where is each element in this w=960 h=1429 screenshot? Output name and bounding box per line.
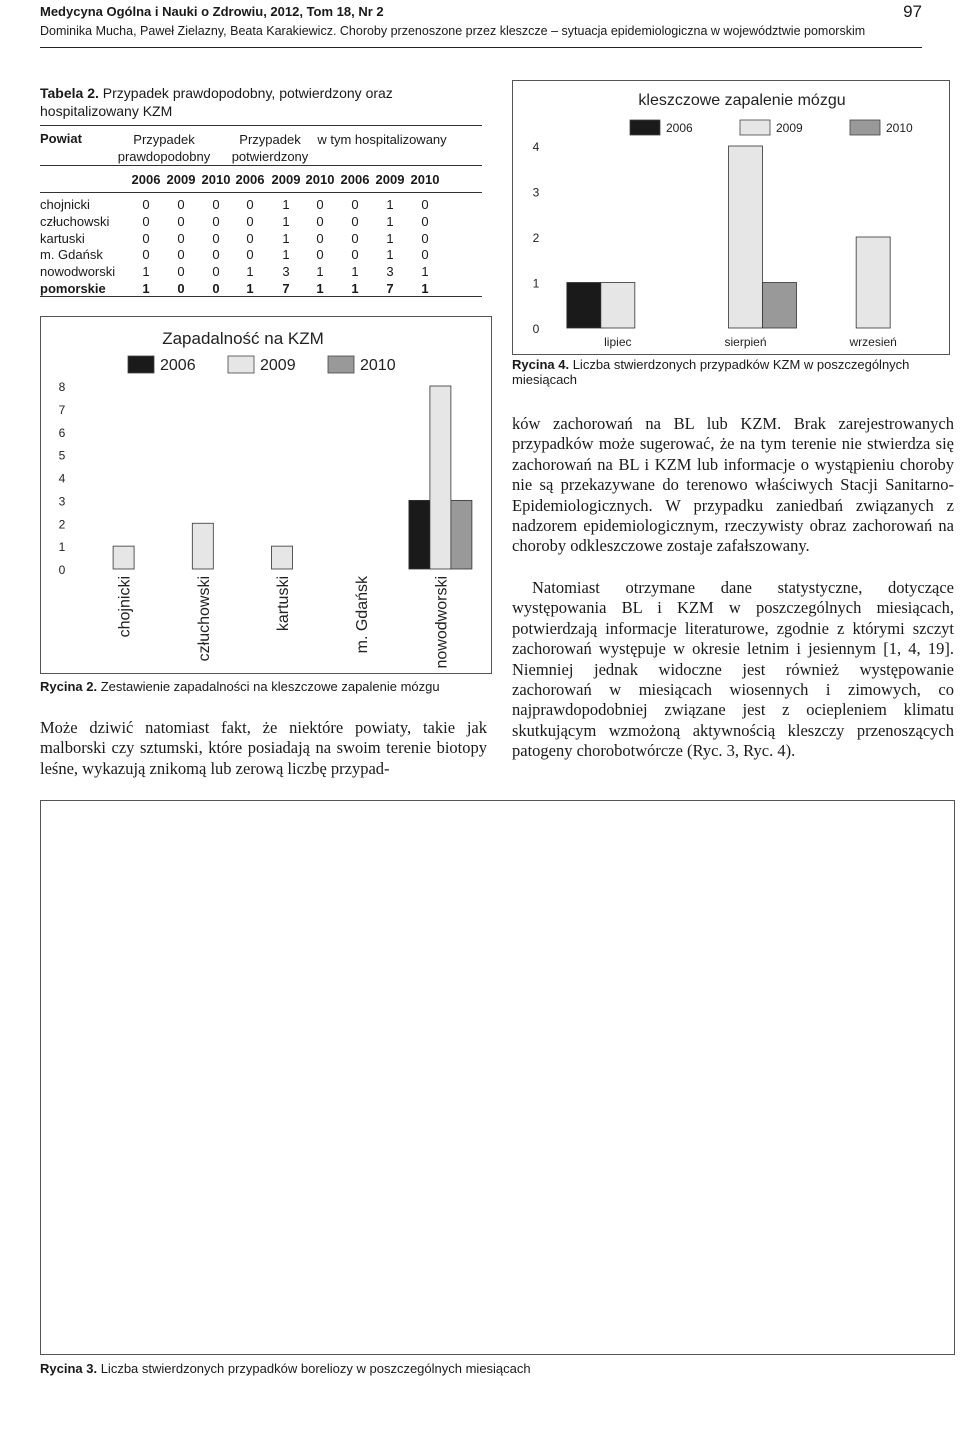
table-header-powiat: Powiat xyxy=(40,131,82,146)
table-cell: 0 xyxy=(421,213,429,229)
table-cell: 0 xyxy=(351,230,359,246)
journal-header: Medycyna Ogólna i Nauki o Zdrowiu, 2012, Tom 18, Nr 2 xyxy=(40,4,384,19)
table-row-name: m. Gdańsk xyxy=(40,247,103,263)
table-cell: 1 xyxy=(282,197,290,212)
table-header-bottom-rule xyxy=(40,192,482,193)
table-caption xyxy=(40,84,485,120)
y-tick-label: 4 xyxy=(58,471,66,486)
table-row-name: pomorskie xyxy=(40,281,106,296)
table-bottom-rule xyxy=(40,296,482,297)
legend-label-2006: 2006 xyxy=(666,121,693,135)
table-caption-text: Przypadek prawdopodobny, potwierdzony oraz hospitalizowany KZM xyxy=(40,85,393,119)
y-tick-label: 1 xyxy=(532,276,540,291)
table-cell: 1 xyxy=(282,213,290,229)
y-tick-label: 0 xyxy=(58,563,66,577)
chart-kzm-months xyxy=(512,80,950,355)
body-paragraph-left: Może dziwić natomiast fakt, że niektóre powiaty, takie jak malborski czy sztumski, które posiadają na swoim terenie biotopy leśne, wykazują znikomą lub zerową liczbę przypad- xyxy=(40,718,487,778)
legend-label-2009: 2009 xyxy=(776,121,803,135)
table-cell: 1 xyxy=(421,264,429,280)
table-cell: 0 xyxy=(316,230,324,246)
y-tick-label: 3 xyxy=(532,185,540,200)
table-cell: 1 xyxy=(386,213,394,229)
table-cell: 0 xyxy=(246,197,254,212)
table-cell: 1 xyxy=(282,247,290,263)
caption-rycina-3-text: Liczba stwierdzonych przypadków boreliozy w poszczególnych miesiącach xyxy=(97,1361,531,1376)
table-group-header: w tym hospitalizowany xyxy=(317,132,447,147)
caption-rycina-4-text: Liczba stwierdzonych przypadków KZM w poszczególnych miesiącach xyxy=(512,357,910,387)
table-cell: 0 xyxy=(177,197,185,212)
table-cell: 0 xyxy=(212,197,220,212)
caption-rycina-3 xyxy=(40,1361,740,1376)
table-cell: 1 xyxy=(142,264,150,280)
table-cell: 1 xyxy=(142,281,150,296)
table-cell: 0 xyxy=(142,230,150,246)
table-cell: 0 xyxy=(421,230,429,246)
category-label: chojnicki xyxy=(116,576,134,638)
table-year-header: 2006 xyxy=(235,172,265,187)
table-cell: 1 xyxy=(351,281,359,296)
legend-swatch-2010 xyxy=(328,356,354,373)
y-tick-label: 7 xyxy=(58,402,66,417)
table-row-name: kartuski xyxy=(40,230,85,246)
header-divider xyxy=(40,47,922,48)
legend-swatch-2009 xyxy=(228,356,254,373)
table-top-rule xyxy=(40,125,482,126)
table-cell: 1 xyxy=(351,264,359,280)
table-cell: 1 xyxy=(421,281,429,296)
table-cell: 0 xyxy=(316,197,324,212)
legend-swatch-2006 xyxy=(128,356,154,373)
table-cell: 0 xyxy=(177,213,185,229)
y-tick-label: 4 xyxy=(532,140,540,154)
y-tick-label: 0 xyxy=(532,322,540,336)
legend-label-2010: 2010 xyxy=(886,121,913,135)
table-cell: 0 xyxy=(177,264,185,280)
table-year-header: 2006 xyxy=(340,172,370,187)
table-header-mid-rule xyxy=(40,165,482,166)
table-cell: 0 xyxy=(212,230,220,246)
table-cell: 0 xyxy=(246,247,254,263)
table-row-name: nowodworski xyxy=(40,264,116,280)
bar-2009-2 xyxy=(272,546,293,569)
table-year-header: 2010 xyxy=(201,172,231,187)
table-cell: 1 xyxy=(316,281,324,296)
bar-2006-4 xyxy=(409,500,430,569)
table-cell: 0 xyxy=(421,197,429,212)
kzm-table xyxy=(40,128,482,298)
table-year-header: 2010 xyxy=(410,172,440,187)
table-cell: 1 xyxy=(282,230,290,246)
table-cell: 0 xyxy=(351,197,359,212)
table-cell: 0 xyxy=(212,281,220,296)
legend-label-2006: 2006 xyxy=(160,357,196,374)
table-cell: 0 xyxy=(177,247,185,263)
y-tick-label: 2 xyxy=(532,231,540,245)
table-year-header: 2010 xyxy=(305,172,335,187)
caption-rycina-2-text: Zestawienie zapadalności na kleszczowe zapalenie mózgu xyxy=(97,679,440,694)
page-number: 97 xyxy=(903,2,922,21)
table-cell: 3 xyxy=(282,264,290,280)
table-row-name: chojnicki xyxy=(40,197,90,212)
table-cell: 0 xyxy=(142,197,150,212)
y-tick-label: 5 xyxy=(58,448,66,463)
table-cell: 1 xyxy=(246,264,254,280)
caption-rycina-2 xyxy=(40,679,490,694)
table-cell: 0 xyxy=(177,281,185,296)
body-paragraph-right-2: Natomiast otrzymane dane statystyczne, dotyczące występowania BL i KZM w poszczególnych miesiącach, potwierdzają informacje literaturowe, zgodnie z którymi szczyt zachorowań występuje w okresie letnim i jesiennym [1, 4, 19]. Niemniej jednak widoczne jest również występowanie zachorowań w miesiącach wiosennych i zimowych, co najprawdopodobniej związane jest z ociepleniem klimatu skutkującym wzmożoną aktywnością kleszczy przenoszących patogeny chorobotwórcze (Ryc. 3, Ryc. 4). xyxy=(512,578,954,761)
table-group-header: Przypadek prawdopodobny xyxy=(117,132,211,164)
caption-rycina-2-label: Rycina 2. xyxy=(40,679,98,694)
table-cell: 0 xyxy=(246,230,254,246)
bar-2009-1 xyxy=(729,146,763,328)
bar-2006-0 xyxy=(567,283,601,329)
table-cell: 1 xyxy=(386,247,394,263)
y-tick-label: 3 xyxy=(58,494,66,509)
table-cell: 0 xyxy=(316,213,324,229)
bar-2009-4 xyxy=(430,386,451,569)
category-label: wrzesień xyxy=(849,335,897,349)
caption-rycina-4-label: Rycina 4. xyxy=(512,357,570,372)
table-year-header: 2006 xyxy=(131,172,161,187)
bar-2009-0 xyxy=(113,546,134,569)
chart-borelioza xyxy=(40,800,955,1355)
y-tick-label: 6 xyxy=(58,425,66,440)
caption-rycina-3-label: Rycina 3. xyxy=(40,1361,98,1376)
legend-swatch-2006 xyxy=(630,120,660,135)
table-caption-label: Tabela 2. xyxy=(40,85,99,101)
table-cell: 0 xyxy=(177,230,185,246)
bar-2009-2 xyxy=(856,237,890,328)
y-tick-label: 1 xyxy=(58,540,66,555)
caption-rycina-4 xyxy=(512,357,952,387)
table-cell: 1 xyxy=(316,264,324,280)
table-cell: 0 xyxy=(212,247,220,263)
table-year-header: 2009 xyxy=(375,172,405,187)
category-label: m. Gdańsk xyxy=(354,576,372,654)
table-cell: 3 xyxy=(386,264,394,280)
table-cell: 0 xyxy=(142,213,150,229)
chart-title: kleszczowe zapalenie mózgu xyxy=(638,92,846,109)
legend-label-2010: 2010 xyxy=(360,357,396,374)
bar-2010-1 xyxy=(763,283,797,329)
bar-2009-0 xyxy=(601,283,635,329)
table-cell: 0 xyxy=(351,213,359,229)
chart-title: Zapadalność na KZM xyxy=(162,329,324,348)
table-year-header: 2009 xyxy=(166,172,196,187)
table-cell: 1 xyxy=(246,281,254,296)
bar-2010-4 xyxy=(451,500,472,569)
table-cell: 7 xyxy=(386,281,394,296)
table-cell: 0 xyxy=(142,247,150,263)
table-group-header: Przypadek potwierdzony xyxy=(231,132,309,164)
table-cell: 0 xyxy=(246,213,254,229)
table-cell: 0 xyxy=(212,213,220,229)
category-label: kartuski xyxy=(275,576,292,632)
table-cell: 0 xyxy=(212,264,220,280)
y-tick-label: 2 xyxy=(58,517,66,532)
table-cell: 1 xyxy=(386,197,394,212)
legend-label-2009: 2009 xyxy=(260,357,296,374)
category-label: nowodworski xyxy=(433,576,451,669)
body-paragraph-right-1: ków zachorowań na BL lub KZM. Brak zarejestrowanych przypadków może sugerować, że na tym terenie nie stwierdza się zachorowań na BL i KZM lub informacje o wystąpieniu choroby nie są przekazywane do terenowo właściwych Stacji Sanitarno-Epidemiologicznych. W przypadku zaniedbań związanych z nadzorem epidemiologicznym, rzeczywisty obraz zachorowań na choroby odkleszczowe zostaje zafałszowany. xyxy=(512,414,954,556)
table-cell: 7 xyxy=(282,281,290,296)
table-year-header: 2009 xyxy=(271,172,301,187)
category-label: człuchowski xyxy=(195,576,213,662)
bar-2009-1 xyxy=(192,523,213,569)
article-running-title: Dominika Mucha, Paweł Zielazny, Beata Karakiewicz. Choroby przenoszone przez kleszcze – sytuacja epidemiologiczna w województwie pomorskim xyxy=(40,24,866,38)
table-cell: 0 xyxy=(421,247,429,263)
category-label: lipiec xyxy=(604,335,632,349)
legend-swatch-2009 xyxy=(740,120,770,135)
category-label: sierpień xyxy=(724,335,767,349)
chart-frame xyxy=(41,801,955,1355)
table-cell: 0 xyxy=(351,247,359,263)
legend-swatch-2010 xyxy=(850,120,880,135)
y-tick-label: 8 xyxy=(58,380,66,394)
table-row-name: człuchowski xyxy=(40,213,110,229)
chart-kzm-powiaty xyxy=(40,316,492,674)
table-cell: 0 xyxy=(316,247,324,263)
table-cell: 1 xyxy=(386,230,394,246)
